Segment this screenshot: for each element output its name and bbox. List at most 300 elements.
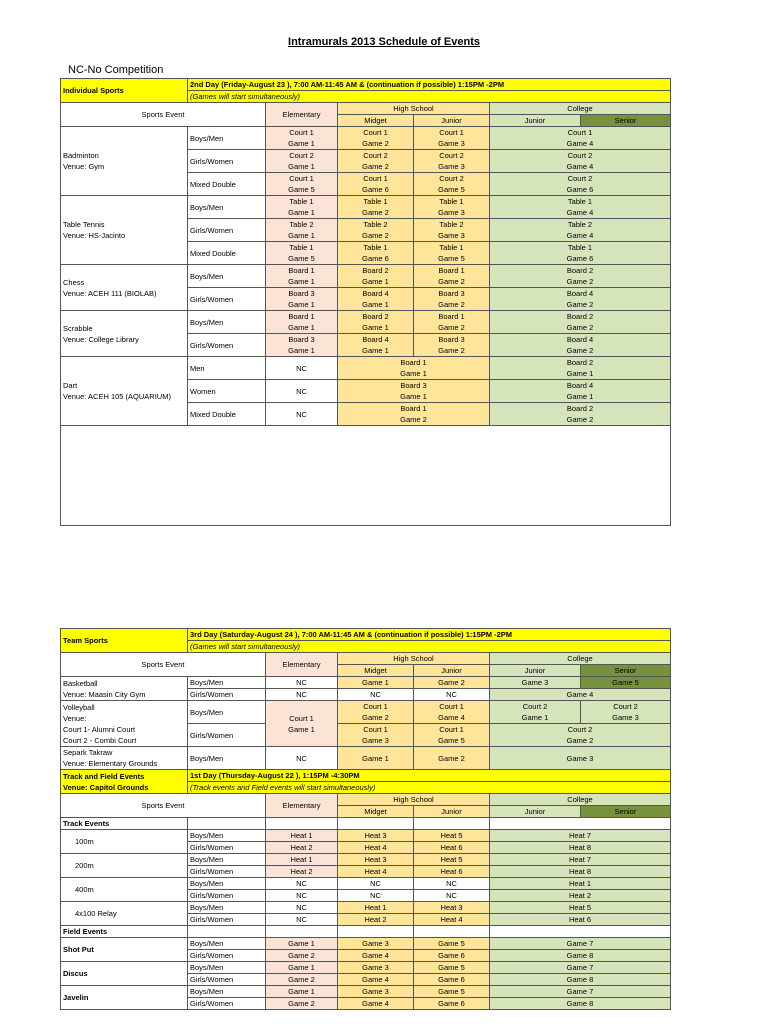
hs-junior-slot: Game 6 [414, 998, 490, 1010]
section-header-row [61, 629, 671, 641]
college-slot: Heat 7 [490, 830, 671, 842]
elementary-slot [266, 334, 338, 357]
cell-line: Court 1 [289, 128, 314, 137]
cell-line: Board 2 [566, 358, 594, 367]
cell-line: Board 2 [566, 312, 594, 321]
cell-line: Game 5 [438, 736, 465, 745]
elementary-slot: Heat 2 [266, 842, 338, 854]
section-title [61, 629, 188, 653]
cell-line: Court 2 [613, 702, 638, 711]
hs-junior-slot: Game 2 [414, 677, 490, 689]
cell-line: Venue: HS-Jacinto [63, 231, 126, 240]
midget-slot: Game 4 [338, 998, 414, 1010]
college-slot: Heat 8 [490, 866, 671, 878]
cell-line: Venue: Capitol Grounds [63, 782, 149, 792]
hs-junior-slot: Heat 3 [414, 902, 490, 914]
college-senior-slot: Game 5 [581, 677, 671, 689]
cell-line: Court 1 [289, 174, 314, 183]
hs-junior-slot: Game 5 [414, 938, 490, 950]
cell-line: Game 5 [288, 185, 315, 194]
elementary-slot: NC [266, 914, 338, 926]
nc-legend-note: NC-No Competition [68, 64, 164, 76]
college-slot [490, 265, 671, 288]
hs-junior-slot: Game 5 [414, 986, 490, 998]
cell-line: Basketball [63, 678, 98, 688]
college-slot: Game 8 [490, 998, 671, 1010]
cell-line: Court 2 [567, 174, 593, 183]
college-slot [490, 150, 671, 173]
college-header: College [490, 103, 671, 115]
high-school-header: High School [338, 794, 490, 806]
cell-line: Court 1 [439, 128, 464, 137]
event-name: 4x100 Relay [61, 902, 188, 926]
elementary-slot [266, 242, 338, 265]
division-label: Boys/Men [188, 127, 266, 150]
elementary-header: Elementary [266, 794, 338, 818]
college-slot [490, 173, 671, 196]
empty-cell [490, 926, 671, 938]
field-events-label: Field Events [61, 926, 188, 938]
midget-slot [338, 242, 414, 265]
division-label: Girls/Women [188, 866, 266, 878]
high-school-header: High School [338, 653, 490, 665]
college-senior-slot [581, 701, 671, 724]
division-label: Mixed Double [188, 403, 266, 426]
elementary-slot [266, 127, 338, 150]
midget-slot: NC [338, 890, 414, 902]
college-slot [490, 403, 671, 426]
division-label: Boys/Men [188, 311, 266, 334]
cell-line: Court 1 [363, 725, 388, 734]
hs-junior-slot [414, 219, 490, 242]
schedule-note: (Games will start simultaneously) [188, 641, 671, 653]
elementary-slot: NC [266, 380, 338, 403]
cell-line: Court 2 [567, 725, 593, 734]
midget-slot: Game 3 [338, 962, 414, 974]
cell-line: Game 2 [362, 139, 389, 148]
event-name [61, 747, 188, 770]
cell-line: Court 1 [363, 702, 388, 711]
hs-junior-slot: Game 5 [414, 962, 490, 974]
track-events-label: Track Events [61, 818, 188, 830]
midget-slot [338, 173, 414, 196]
schedule-note: (Track events and Field events will start simultaneously) [188, 782, 671, 794]
sports-event-header: Sports Event [61, 794, 266, 818]
cell-line: Game 2 [566, 277, 594, 286]
cell-line: Game 1 [288, 139, 315, 148]
cell-line: Venue: ACEH 111 (BIOLAB) [63, 288, 157, 298]
event-row [61, 938, 671, 950]
college-senior-header: Senior [581, 665, 671, 677]
cell-line: Court 1 [363, 174, 388, 183]
cell-line: Board 2 [566, 404, 594, 413]
midget-slot: Game 4 [338, 974, 414, 986]
hs-junior-header: Junior [414, 115, 490, 127]
cell-line: Table 1 [439, 243, 464, 252]
elementary-slot: Game 2 [266, 998, 338, 1010]
hs-junior-slot: NC [414, 890, 490, 902]
empty-cell [414, 926, 490, 938]
cell-line: Board 3 [288, 289, 315, 298]
cell-line: Board 1 [288, 312, 315, 321]
midget-slot [338, 701, 414, 724]
college-senior-header: Senior [581, 115, 671, 127]
cell-line: Table 2 [439, 220, 464, 229]
hs-junior-slot: Heat 6 [414, 842, 490, 854]
cell-line: Venue: Gym [63, 162, 105, 171]
elementary-slot: Game 2 [266, 974, 338, 986]
event-name [61, 311, 188, 357]
cell-line: Board 3 [288, 335, 315, 344]
section-header-row [61, 770, 671, 782]
cell-line: Game 5 [438, 185, 465, 194]
elementary-slot: NC [266, 902, 338, 914]
cell-line: Venue: Maasin City Gym [63, 689, 146, 699]
division-label: Boys/Men [188, 265, 266, 288]
cell-line: Board 1 [438, 266, 465, 275]
midget-slot [338, 127, 414, 150]
section-header-row [61, 79, 671, 91]
cell-line: Game 2 [362, 713, 389, 722]
cell-line: Court 2 [363, 151, 388, 160]
cell-line: Chess [63, 277, 85, 287]
day-schedule-line: 1st Day (Thursday-August 22 ), 1:15PM -4:30PM [188, 770, 671, 782]
elementary-slot [266, 288, 338, 311]
event-row [61, 677, 671, 689]
cell-line: Game 3 [438, 139, 465, 148]
cell-line: Court 2 [522, 702, 548, 711]
document-title: Intramurals 2013 Schedule of Events [288, 36, 480, 48]
event-row [61, 357, 671, 380]
hs-junior-slot: Heat 4 [414, 914, 490, 926]
cell-line: Board 2 [362, 312, 389, 321]
cell-line: Scrabble [63, 323, 93, 333]
cell-line: Table 1 [439, 197, 464, 206]
college-slot: Heat 6 [490, 914, 671, 926]
cell-line: Game 4 [566, 208, 594, 217]
college-header: College [490, 653, 671, 665]
cell-line: Game 1 [566, 369, 594, 378]
division-label: Girls/Women [188, 724, 266, 747]
college-junior-header: Junior [490, 115, 581, 127]
event-row [61, 830, 671, 842]
cell-line: Board 3 [438, 335, 465, 344]
hs-junior-slot [414, 724, 490, 747]
college-slot: Game 7 [490, 986, 671, 998]
cell-line: Table 1 [289, 197, 314, 206]
midget-slot [338, 311, 414, 334]
event-name: 200m [61, 854, 188, 878]
hs-junior-slot [414, 701, 490, 724]
cell-line: Court 1 [439, 725, 464, 734]
hs-junior-slot: Game 6 [414, 950, 490, 962]
cell-line: Board 3 [438, 289, 465, 298]
cell-line: Game 1 [362, 323, 389, 332]
cell-line: Table 1 [363, 243, 388, 252]
cell-line: Venue: [63, 713, 87, 723]
cell-line: Game 1 [288, 162, 315, 171]
cell-line: Board 4 [362, 289, 389, 298]
column-header-row [61, 653, 671, 665]
hs-junior-slot [414, 242, 490, 265]
college-senior-header: Senior [581, 806, 671, 818]
cell-line: Court 2 [289, 151, 314, 160]
hs-junior-slot: Heat 5 [414, 830, 490, 842]
college-slot [490, 357, 671, 380]
division-label: Girls/Women [188, 150, 266, 173]
division-label: Boys/Men [188, 854, 266, 866]
midget-slot: Game 3 [338, 938, 414, 950]
division-label: Boys/Men [188, 902, 266, 914]
empty-cell [414, 818, 490, 830]
cell-line: Game 6 [566, 185, 594, 194]
elementary-slot: NC [266, 878, 338, 890]
cell-line: Separk Takraw [63, 748, 113, 757]
cell-line: Dart [63, 381, 78, 390]
event-row [61, 747, 671, 770]
hs-junior-slot [414, 311, 490, 334]
cell-line: Board 1 [400, 404, 427, 413]
event-name: Shot Put [61, 938, 188, 962]
elementary-slot: Heat 1 [266, 854, 338, 866]
college-slot [490, 196, 671, 219]
cell-line: Court 1 [363, 128, 388, 137]
sports-event-header: Sports Event [61, 653, 266, 677]
college-junior-slot: Game 3 [490, 677, 581, 689]
cell-line: Game 2 [566, 736, 594, 745]
event-name: 100m [61, 830, 188, 854]
hs-junior-slot: Game 6 [414, 974, 490, 986]
elementary-slot [266, 701, 338, 747]
cell-line: Game 2 [566, 323, 594, 332]
cell-line: Game 2 [566, 346, 594, 355]
event-name [61, 196, 188, 265]
cell-line: Game 1 [288, 724, 315, 734]
cell-line: Game 2 [362, 162, 389, 171]
cell-line: Game 4 [566, 231, 594, 240]
event-row [61, 878, 671, 890]
midget-slot: Heat 2 [338, 914, 414, 926]
high-school-slot [338, 380, 490, 403]
hs-junior-slot: Heat 5 [414, 854, 490, 866]
college-slot [490, 242, 671, 265]
cell-line: Game 1 [566, 392, 594, 401]
event-name [61, 127, 188, 196]
cell-line: Game 2 [438, 300, 465, 309]
event-row [61, 196, 671, 219]
event-name [61, 265, 188, 311]
hs-junior-slot [414, 288, 490, 311]
midget-slot [338, 219, 414, 242]
hs-junior-slot: Heat 6 [414, 866, 490, 878]
cell-line: Court 1- Alumni Court [63, 724, 136, 734]
college-slot: Heat 8 [490, 842, 671, 854]
college-slot [490, 288, 671, 311]
hs-junior-slot [414, 150, 490, 173]
college-slot [490, 724, 671, 747]
cell-line: Game 2 [438, 346, 465, 355]
cell-line: Game 5 [288, 254, 315, 263]
empty-cell [266, 818, 338, 830]
elementary-header: Elementary [266, 653, 338, 677]
hs-junior-header: Junior [414, 665, 490, 677]
high-school-slot [338, 403, 490, 426]
event-row [61, 854, 671, 866]
college-slot: Game 7 [490, 938, 671, 950]
elementary-slot: Game 1 [266, 962, 338, 974]
section-title [61, 79, 188, 103]
event-row [61, 265, 671, 288]
cell-line: Court 1 [439, 702, 464, 711]
event-name [61, 701, 188, 747]
cell-line: Game 1 [288, 346, 315, 355]
college-header: College [490, 794, 671, 806]
division-label: Girls/Women [188, 890, 266, 902]
division-label: Men [188, 357, 266, 380]
college-slot: Game 7 [490, 962, 671, 974]
high-school-slot [338, 357, 490, 380]
cell-line: Board 1 [400, 358, 427, 367]
elementary-slot: NC [266, 890, 338, 902]
hs-junior-slot: NC [414, 689, 490, 701]
empty-cell [338, 818, 414, 830]
division-label: Girls/Women [188, 950, 266, 962]
midget-slot: NC [338, 878, 414, 890]
event-row [61, 311, 671, 334]
event-name: Discus [61, 962, 188, 986]
hs-junior-slot [414, 334, 490, 357]
cell-line: Game 2 [400, 415, 427, 424]
cell-line: Game 4 [566, 139, 594, 148]
division-label: Girls/Women [188, 219, 266, 242]
cell-line: Game 3 [612, 713, 639, 722]
midget-header: Midget [338, 665, 414, 677]
cell-line: Game 6 [566, 254, 594, 263]
college-slot: Game 8 [490, 974, 671, 986]
cell-line: Game 4 [566, 162, 594, 171]
elementary-slot: NC [266, 403, 338, 426]
cell-line: Court 1 [289, 713, 314, 723]
cell-line: Game 1 [362, 346, 389, 355]
event-row [61, 986, 671, 998]
cell-line: Game 2 [566, 300, 594, 309]
cell-line: Court 1 [567, 128, 593, 137]
college-junior-header: Junior [490, 806, 581, 818]
column-header-row [61, 103, 671, 115]
midget-slot: Game 1 [338, 677, 414, 689]
cell-line: Game 3 [438, 162, 465, 171]
division-label: Boys/Men [188, 747, 266, 770]
midget-header: Midget [338, 115, 414, 127]
college-slot: Game 3 [490, 747, 671, 770]
division-label: Girls/Women [188, 288, 266, 311]
cell-line: Board 4 [566, 289, 594, 298]
hs-junior-slot [414, 265, 490, 288]
midget-slot: Game 1 [338, 747, 414, 770]
cell-line: Game 2 [438, 323, 465, 332]
division-label: Boys/Men [188, 986, 266, 998]
elementary-slot: NC [266, 747, 338, 770]
division-label: Girls/Women [188, 998, 266, 1010]
cell-line: Table 1 [567, 197, 593, 206]
event-row [61, 902, 671, 914]
division-label: Girls/Women [188, 914, 266, 926]
college-junior-header: Junior [490, 665, 581, 677]
cell-line: Board 4 [362, 335, 389, 344]
division-label: Boys/Men [188, 196, 266, 219]
division-label: Mixed Double [188, 173, 266, 196]
college-slot: Game 4 [490, 689, 671, 701]
college-slot [490, 334, 671, 357]
division-label: Boys/Men [188, 962, 266, 974]
blank-row [61, 426, 671, 526]
cell-line: Game 1 [288, 231, 315, 240]
cell-line: Volleyball [63, 702, 95, 712]
midget-slot [338, 724, 414, 747]
cell-line: Game 6 [362, 185, 389, 194]
cell-line: Board 2 [362, 266, 389, 275]
elementary-slot: Game 1 [266, 986, 338, 998]
empty-cell [338, 926, 414, 938]
cell-line: Court 2 [439, 174, 464, 183]
elementary-slot: Game 2 [266, 950, 338, 962]
cell-line: Table 1 [567, 243, 593, 252]
cell-line: Game 5 [438, 254, 465, 263]
elementary-slot: Heat 2 [266, 866, 338, 878]
hs-junior-slot [414, 127, 490, 150]
cell-line: Venue: Elementary Grounds [63, 759, 158, 768]
midget-slot: Heat 3 [338, 854, 414, 866]
high-school-header: High School [338, 103, 490, 115]
section-title [61, 770, 188, 794]
college-slot: Heat 1 [490, 878, 671, 890]
cell-line: Board 4 [566, 335, 594, 344]
elementary-slot: NC [266, 677, 338, 689]
college-slot: Game 8 [490, 950, 671, 962]
team-sports-table [60, 628, 671, 1010]
division-label: Women [188, 380, 266, 403]
individual-sports-table [60, 78, 671, 526]
event-name [61, 677, 188, 701]
cell-line: Game 4 [438, 713, 465, 722]
cell-line: Game 1 [400, 369, 427, 378]
cell-line: Game 1 [362, 300, 389, 309]
midget-slot [338, 334, 414, 357]
division-label: Boys/Men [188, 878, 266, 890]
division-label: Boys/Men [188, 701, 266, 724]
division-label: Boys/Men [188, 830, 266, 842]
midget-slot: Heat 4 [338, 842, 414, 854]
cell-line: Table 1 [363, 197, 388, 206]
hs-junior-slot: NC [414, 878, 490, 890]
elementary-slot: Heat 1 [266, 830, 338, 842]
elementary-slot [266, 265, 338, 288]
midget-slot [338, 265, 414, 288]
cell-line: Game 3 [438, 208, 465, 217]
midget-slot: NC [338, 689, 414, 701]
empty-cell [266, 926, 338, 938]
college-slot: Heat 5 [490, 902, 671, 914]
cell-line: Game 1 [288, 208, 315, 217]
elementary-slot: NC [266, 357, 338, 380]
cell-line: Individual Sports [63, 86, 124, 95]
event-name: 400m [61, 878, 188, 902]
elementary-header: Elementary [266, 103, 338, 127]
cell-line: Game 1 [362, 277, 389, 286]
division-label: Girls/Women [188, 974, 266, 986]
cell-line: Game 2 [362, 208, 389, 217]
elementary-slot [266, 173, 338, 196]
